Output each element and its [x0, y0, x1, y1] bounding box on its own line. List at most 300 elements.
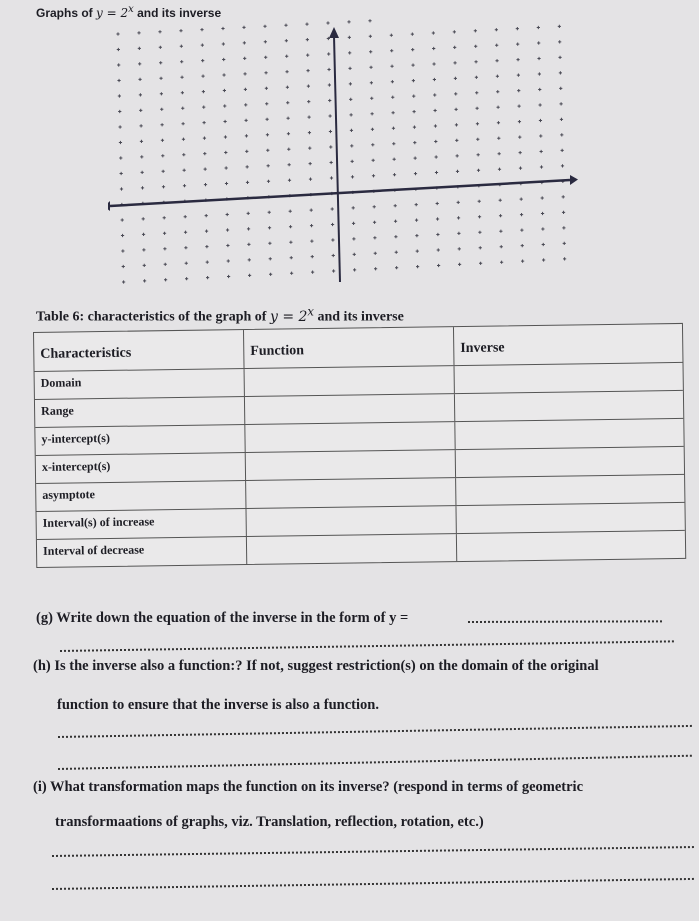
grid-point — [435, 171, 438, 174]
grid-point — [369, 66, 372, 69]
grid-point — [263, 25, 266, 28]
grid-point — [163, 247, 166, 250]
grid-point — [369, 35, 372, 38]
grid-point — [248, 274, 251, 277]
grid-point — [138, 62, 141, 65]
inverse-cell[interactable] — [455, 391, 683, 421]
grid-point — [495, 44, 498, 47]
grid-point — [411, 64, 414, 67]
grid-point — [497, 121, 500, 124]
grid-point — [497, 106, 500, 109]
grid-point — [205, 214, 208, 217]
grid-point — [119, 125, 122, 128]
grid-point — [542, 258, 545, 261]
grid-point — [478, 200, 481, 203]
grid-point — [394, 220, 397, 223]
grid-point — [415, 234, 418, 237]
grid-point — [143, 264, 146, 267]
grid-point — [390, 34, 393, 37]
grid-point — [266, 133, 269, 136]
grid-point — [539, 119, 542, 122]
grid-point — [437, 264, 440, 267]
grid-point — [222, 73, 225, 76]
grid-point — [161, 154, 164, 157]
grid-point — [309, 178, 312, 181]
grid-point — [285, 70, 288, 73]
grid-point — [436, 202, 439, 205]
grid-point — [286, 101, 289, 104]
grid-point — [540, 165, 543, 168]
grid-point — [268, 242, 271, 245]
grid-point — [285, 39, 288, 42]
grid-point — [477, 153, 480, 156]
grid-points — [116, 19, 566, 283]
grid-point — [370, 97, 373, 100]
grid-point — [185, 277, 188, 280]
grid-point — [521, 244, 524, 247]
grid-point — [226, 228, 229, 231]
grid-point — [332, 269, 335, 272]
grid-point — [179, 29, 182, 32]
grid-point — [538, 88, 541, 91]
grid-point — [202, 106, 205, 109]
grid-point — [223, 89, 226, 92]
grid-point — [120, 172, 123, 175]
grid-point — [519, 151, 522, 154]
grid-point — [414, 157, 417, 160]
grid-point — [558, 40, 561, 43]
grid-point — [347, 20, 350, 23]
function-cell[interactable] — [245, 422, 455, 452]
grid-point — [351, 175, 354, 178]
answer-line-g[interactable] — [468, 620, 662, 623]
grid-point — [286, 86, 289, 89]
inverse-cell[interactable] — [457, 531, 685, 561]
grid-point — [180, 76, 183, 79]
characteristics-table — [33, 323, 686, 568]
grid-point — [495, 28, 498, 31]
grid-point — [518, 105, 521, 108]
grid-point — [560, 118, 563, 121]
grid-point — [517, 74, 520, 77]
grid-point — [202, 90, 205, 93]
grid-point — [413, 110, 416, 113]
grid-point — [306, 54, 309, 57]
grid-point — [395, 251, 398, 254]
grid-point — [121, 234, 124, 237]
grid-point — [122, 280, 125, 283]
grid-point — [328, 99, 331, 102]
question-h-line2: function to ensure that the inverse is also a function. — [57, 697, 379, 713]
grid-point — [500, 261, 503, 264]
function-cell[interactable] — [245, 394, 455, 424]
inverse-cell[interactable] — [456, 503, 684, 533]
graph-title: Graphs of $y = 2^x$ and its inverse — [36, 4, 222, 20]
inverse-cell[interactable] — [455, 419, 683, 449]
grid-point — [328, 83, 331, 86]
grid-point — [519, 167, 522, 170]
graph-title-equation: $y = 2^x$ — [96, 4, 134, 20]
grid-point — [308, 116, 311, 119]
grid-point — [265, 102, 268, 105]
grid-point — [498, 152, 501, 155]
grid-point — [352, 237, 355, 240]
grid-point — [348, 67, 351, 70]
grid-point — [331, 238, 334, 241]
grid-point — [415, 203, 418, 206]
grid-point — [118, 110, 121, 113]
row-label: y-intercept(s) — [35, 425, 245, 455]
grid-point — [163, 216, 166, 219]
grid-point — [541, 212, 544, 215]
grid-point — [516, 58, 519, 61]
grid-point — [306, 69, 309, 72]
grid-point — [163, 232, 166, 235]
grid-point — [348, 51, 351, 54]
grid-point — [245, 134, 248, 137]
grid-point — [368, 19, 371, 22]
grid-point — [164, 263, 167, 266]
x-axis — [110, 180, 570, 206]
grid-point — [119, 156, 122, 159]
grid-point — [392, 142, 395, 145]
grid-point — [140, 140, 143, 143]
caption-equation: $y = 2^x$ — [269, 304, 314, 325]
grid-point — [372, 174, 375, 177]
grid-point — [455, 123, 458, 126]
grid-point — [435, 155, 438, 158]
grid-point — [540, 150, 543, 153]
grid-point — [138, 47, 141, 50]
grid-point — [497, 137, 500, 140]
grid-point — [159, 46, 162, 49]
grid-point — [558, 25, 561, 28]
grid-point — [432, 31, 435, 34]
grid-point — [477, 169, 480, 172]
grid-point — [269, 257, 272, 260]
grid-point — [478, 231, 481, 234]
grid-point — [348, 36, 351, 39]
grid-point — [395, 266, 398, 269]
grid-point — [453, 46, 456, 49]
grid-point — [142, 233, 145, 236]
grid-point — [394, 235, 397, 238]
grid-point — [158, 30, 161, 33]
row-label: Interval(s) of increase — [37, 509, 247, 539]
grid-point — [184, 215, 187, 218]
grid-point — [373, 205, 376, 208]
grid-point — [561, 164, 564, 167]
grid-point — [247, 243, 250, 246]
inverse-cell[interactable] — [455, 363, 683, 393]
grid-point — [539, 103, 542, 106]
grid-point — [457, 216, 460, 219]
grid-point — [516, 27, 519, 30]
grid-point — [160, 108, 163, 111]
grid-point — [264, 40, 267, 43]
grid-point — [305, 23, 308, 26]
question-i-line2: transformaations of graphs, viz. Translation, reflection, rotation, etc.) — [55, 814, 484, 830]
grid-point — [244, 88, 247, 91]
grid-point — [542, 243, 545, 246]
grid-point — [476, 138, 479, 141]
inverse-cell[interactable] — [456, 475, 684, 505]
grid-point — [332, 254, 335, 257]
grid-point — [288, 163, 291, 166]
grid-point — [373, 236, 376, 239]
grid-point — [558, 56, 561, 59]
grid-point — [352, 206, 355, 209]
grid-point — [245, 150, 248, 153]
grid-point — [433, 93, 436, 96]
grid-point — [560, 133, 563, 136]
header-function: Function — [244, 327, 455, 368]
grid-point — [227, 259, 230, 262]
grid-point — [288, 179, 291, 182]
grid-point — [326, 21, 329, 24]
grid-point — [350, 113, 353, 116]
grid-point — [455, 108, 458, 111]
grid-point — [479, 246, 482, 249]
grid-point — [330, 161, 333, 164]
grid-point — [205, 245, 208, 248]
grid-point — [182, 122, 185, 125]
grid-point — [457, 232, 460, 235]
question-h-line1: (h) Is the inverse also a function:? If not, suggest restriction(s) on the domain of the original — [33, 658, 599, 674]
header-inverse: Inverse — [460, 340, 505, 357]
grid-point — [434, 109, 437, 112]
grid-point — [180, 45, 183, 48]
grid-point — [413, 126, 416, 129]
grid-point — [162, 185, 165, 188]
grid-point — [139, 93, 142, 96]
grid-point — [496, 75, 499, 78]
grid-point — [498, 168, 501, 171]
function-cell[interactable] — [247, 534, 457, 564]
grid-point — [458, 247, 461, 250]
grid-point — [327, 68, 330, 71]
grid-point — [206, 261, 209, 264]
grid-point — [310, 224, 313, 227]
grid-point — [269, 273, 272, 276]
grid-point — [117, 79, 120, 82]
grid-point — [329, 145, 332, 148]
question-g: (g) Write down the equation of the inverse in the form of y = — [36, 610, 409, 626]
grid-point — [415, 219, 418, 222]
grid-point — [308, 131, 311, 134]
grid-point — [289, 241, 292, 244]
grid-point — [183, 169, 186, 172]
grid-point — [371, 112, 374, 115]
grid-point — [248, 258, 251, 261]
grid-point — [453, 61, 456, 64]
grid-point — [138, 78, 141, 81]
grid-point — [287, 148, 290, 151]
grid-point — [413, 141, 416, 144]
grid-point — [476, 122, 479, 125]
grid-point — [516, 43, 519, 46]
grid-point — [474, 29, 477, 32]
grid-point — [306, 38, 309, 41]
grid-point — [268, 226, 271, 229]
grid-point — [160, 92, 163, 95]
grid-point — [184, 246, 187, 249]
grid-point — [539, 134, 542, 137]
grid-point — [285, 55, 288, 58]
grid-point — [181, 107, 184, 110]
grid-point — [496, 90, 499, 93]
grid-point — [290, 272, 293, 275]
grid-point — [476, 107, 479, 110]
grid-point — [246, 165, 249, 168]
grid-point — [518, 136, 521, 139]
grid-point — [373, 221, 376, 224]
grid-point — [456, 170, 459, 173]
grid-point — [562, 195, 565, 198]
grid-point — [244, 103, 247, 106]
grid-point — [499, 199, 502, 202]
grid-point — [222, 58, 225, 61]
function-cell[interactable] — [245, 366, 455, 396]
grid-point — [559, 87, 562, 90]
grid-point — [201, 44, 204, 47]
function-cell[interactable] — [246, 478, 456, 508]
grid-point — [311, 271, 314, 274]
grid-point — [266, 118, 269, 121]
grid-point — [394, 204, 397, 207]
function-cell[interactable] — [246, 506, 456, 536]
answer-line-h-2[interactable] — [58, 755, 692, 770]
grid-point — [370, 81, 373, 84]
grid-point — [224, 120, 227, 123]
grid-point — [268, 211, 271, 214]
grid-point — [353, 268, 356, 271]
inverse-cell[interactable] — [456, 447, 684, 477]
grid-point — [521, 260, 524, 263]
grid-point — [226, 213, 229, 216]
grid-point — [327, 52, 330, 55]
grid-point — [393, 173, 396, 176]
answer-line-i-1[interactable] — [52, 846, 694, 857]
grid-point — [242, 26, 245, 29]
grid-point — [474, 45, 477, 48]
grid-point — [371, 143, 374, 146]
grid-point — [457, 201, 460, 204]
grid-point — [432, 62, 435, 65]
grid-point — [349, 82, 352, 85]
grid-point — [183, 184, 186, 187]
grid-point — [371, 128, 374, 131]
x-axis-left-arrow — [108, 201, 110, 211]
x-axis-arrow — [570, 175, 578, 185]
grid-point — [433, 78, 436, 81]
grid-point — [369, 50, 372, 53]
grid-point — [349, 98, 352, 101]
row-label: Range — [35, 397, 245, 427]
grid-point — [159, 61, 162, 64]
y-axis-arrow — [329, 27, 339, 38]
grid-point — [478, 215, 481, 218]
grid-point — [331, 207, 334, 210]
grid-point — [161, 123, 164, 126]
grid-point — [411, 33, 414, 36]
grid-point — [374, 267, 377, 270]
grid-point — [563, 242, 566, 245]
grid-point — [284, 24, 287, 27]
answer-line-g-2[interactable] — [60, 640, 674, 652]
grid-point — [289, 225, 292, 228]
grid-point — [141, 186, 144, 189]
grid-point — [479, 262, 482, 265]
table-caption: Table 6: characteristics of the graph of $y = 2^x$ and its inverse — [36, 304, 404, 325]
grid-point — [475, 76, 478, 79]
grid-point — [224, 135, 227, 138]
grid-point — [537, 41, 540, 44]
grid-point — [454, 77, 457, 80]
grid-point — [247, 212, 250, 215]
grid-point — [243, 41, 246, 44]
grid-point — [307, 100, 310, 103]
grid-point — [203, 152, 206, 155]
grid-point — [287, 117, 290, 120]
grid-point — [225, 166, 228, 169]
grid-point — [499, 214, 502, 217]
grid-point — [458, 263, 461, 266]
grid-point — [227, 275, 230, 278]
grid-point — [412, 95, 415, 98]
coordinate-grid — [108, 14, 578, 294]
grid-point — [184, 231, 187, 234]
grid-point — [140, 155, 143, 158]
grid-point — [392, 127, 395, 130]
grid-point — [541, 196, 544, 199]
grid-point — [164, 278, 167, 281]
grid-point — [331, 223, 334, 226]
grid-point — [118, 94, 121, 97]
grid-point — [374, 252, 377, 255]
answer-line-i-2[interactable] — [52, 878, 694, 890]
grid-point — [142, 248, 145, 251]
row-label: Interval of decrease — [37, 537, 247, 567]
grid-point — [142, 217, 145, 220]
grid-point — [434, 140, 437, 143]
function-cell[interactable] — [246, 450, 456, 480]
grid-point — [351, 160, 354, 163]
grid-point — [563, 257, 566, 260]
grid-point — [416, 250, 419, 253]
answer-line-h-1[interactable] — [58, 725, 692, 738]
grid-point — [120, 187, 123, 190]
grid-point — [520, 229, 523, 232]
grid-point — [475, 91, 478, 94]
grid-point — [453, 30, 456, 33]
grid-point — [561, 149, 564, 152]
grid-point — [437, 248, 440, 251]
grid-point — [245, 119, 248, 122]
grid-point — [201, 75, 204, 78]
grid-point — [181, 91, 184, 94]
question-i-line1: (i) What transformation maps the function on its inverse? (respond in terms of geometric — [33, 779, 584, 795]
grid-point — [436, 217, 439, 220]
grid-point — [265, 87, 268, 90]
grid-point — [247, 227, 250, 230]
grid-point — [246, 181, 249, 184]
grid-point — [289, 210, 292, 213]
grid-point — [243, 57, 246, 60]
grid-point — [393, 158, 396, 161]
grid-point — [499, 230, 502, 233]
grid-point — [353, 253, 356, 256]
